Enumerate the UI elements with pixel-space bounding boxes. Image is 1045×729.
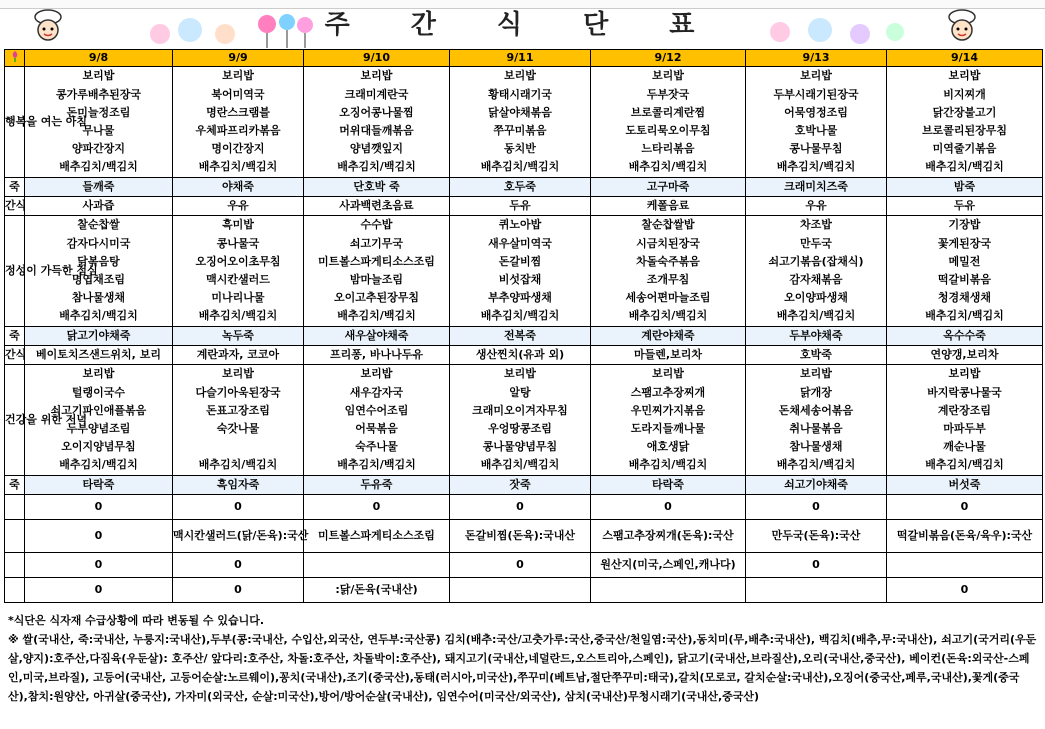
origin-cell: 0: [173, 553, 304, 578]
menu-cell: [450, 365, 591, 476]
afternoon-snack-row: [5, 346, 1043, 365]
menu-cell: 연양갱,보리차: [887, 346, 1043, 365]
origin-row: [5, 553, 1043, 578]
origin-cell: [304, 553, 450, 578]
day-header: 9/13: [746, 50, 887, 67]
menu-item: 크래미계란국: [344, 87, 409, 101]
origin-cell: 0: [746, 553, 887, 578]
menu-cell: 야채죽: [173, 178, 304, 197]
menu-item: 보리밥: [800, 69, 832, 83]
menu-item: 콩나물무침: [789, 142, 843, 156]
menu-item: 우민찌가지볶음: [630, 403, 706, 417]
origin-cell: 스팸고추장찌개(돈육):국산: [591, 520, 746, 553]
menu-cell: [591, 216, 746, 327]
menu-cell: 사과즙: [25, 197, 173, 216]
menu-item: 콩나물국: [216, 236, 260, 250]
menu-item: 미역줄기볶음: [932, 142, 997, 156]
menu-cell: 생산찐치(유과 외): [450, 346, 591, 365]
origin-cell: 0: [887, 578, 1043, 603]
menu-item: 배추김치/백김치: [337, 458, 416, 472]
menu-cell: [450, 216, 591, 327]
menu-item: 차돌숙주볶음: [636, 254, 700, 268]
origin-cell: 0: [25, 520, 173, 553]
menu-cell: [746, 67, 887, 178]
menu-item: 차조밥: [800, 218, 832, 232]
menu-cell: [450, 67, 591, 178]
menu-item: 보리밥: [504, 69, 536, 83]
menu-item: 명엽채조림: [71, 273, 126, 286]
menu-cell: 두부야채죽: [746, 327, 887, 346]
menu-item: 양념깻잎지: [349, 142, 404, 156]
menu-cell: [304, 216, 450, 327]
menu-item: 새우살미역국: [488, 236, 552, 250]
menu-cell: 우유: [746, 197, 887, 216]
menu-item: 깨순나물: [943, 440, 986, 454]
breakfast-row: [5, 67, 1043, 178]
menu-item: 돈표고장조림: [206, 403, 270, 417]
menu-cell: 버섯죽: [887, 476, 1043, 495]
menu-item: 시금치된장국: [636, 236, 700, 250]
menu-item: 미트볼스파게티소스조림: [318, 254, 435, 268]
menu-item: 배추김치/백김치: [480, 458, 560, 472]
menu-item: 배추김치/백김치: [198, 309, 278, 323]
day-header: 9/10: [304, 50, 450, 67]
menu-item: 동치반: [504, 142, 536, 156]
menu-item: 배추김치/백김치: [628, 309, 708, 323]
menu-item: 배추김치/백김치: [59, 160, 138, 174]
origin-cell: 만두국(돈육):국산: [746, 520, 887, 553]
menu-cell: 크래미치즈죽: [746, 178, 887, 197]
origin-cell: 0: [173, 495, 304, 520]
menu-item: 보리밥: [82, 367, 115, 381]
origin-row-label: [5, 520, 25, 553]
menu-item: 보리밥: [360, 69, 393, 83]
menu-item: 찰순찹쌀: [77, 218, 120, 232]
title-band: [0, 0, 1045, 50]
menu-item: 숙갓나물: [216, 422, 260, 435]
menu-cell: 쇠고기야채죽: [746, 476, 887, 495]
origin-cell: 원산지(미국,스페인,캐나다): [591, 553, 746, 578]
menu-cell: 마들렌,보리차: [591, 346, 746, 365]
origin-row: [5, 495, 1043, 520]
menu-item: 배추김치/백김치: [59, 309, 138, 323]
origin-cell: 미트볼스파게티소스조림: [304, 520, 450, 553]
origin-cell: :닭/돈육(국내산): [304, 578, 450, 603]
menu-item: 비지찌개: [943, 87, 986, 101]
menu-item: 도토리묵오이무침: [625, 124, 711, 137]
lunch-porridge-row: [5, 327, 1043, 346]
origin-cell: 0: [887, 495, 1043, 520]
origin-cell: [746, 578, 887, 603]
origin-cell: 0: [450, 553, 591, 578]
origin-cell: 0: [746, 495, 887, 520]
origin-row-label: [5, 553, 25, 578]
menu-cell: 타락죽: [591, 476, 746, 495]
menu-item: 배추김치/백김치: [337, 309, 416, 323]
day-header: 9/8: [25, 50, 173, 67]
menu-item: 우엉땅콩조림: [488, 422, 552, 435]
origin-cell: 0: [25, 553, 173, 578]
menu-item: 감자채볶음: [789, 273, 843, 286]
origin-cell: 돈갈비찜(돈육):국내산: [450, 520, 591, 553]
menu-cell: 계란야채죽: [591, 327, 746, 346]
menu-cell: [887, 216, 1043, 327]
menu-item: 배추김치/백김치: [925, 309, 1004, 323]
origin-cell: 0: [173, 578, 304, 603]
menu-item: 배추김치/백김치: [337, 160, 416, 174]
origin-row-label: [5, 578, 25, 603]
menu-item: 조개무침: [646, 273, 690, 286]
menu-cell: 우유: [173, 197, 304, 216]
menu-cell: 닭고기야채죽: [25, 327, 173, 346]
menu-cell: 두유: [450, 197, 591, 216]
menu-item: 보리밥: [948, 69, 981, 83]
breakfast-row-label: 행복을 여는 아침: [5, 67, 25, 178]
menu-item: 브로콜리계란찜: [630, 105, 706, 119]
origin-row: [5, 520, 1043, 553]
origin-cell: [887, 553, 1043, 578]
menu-item: 배추김치/백김치: [628, 160, 708, 174]
afternoon-snack-row-label: 간식: [5, 346, 25, 365]
menu-item: 임연수어조림: [344, 403, 409, 417]
menu-item: 배추김치/백김치: [776, 160, 856, 174]
menu-cell: 옥수수죽: [887, 327, 1043, 346]
dinner-row-label: 건강을 위한 저녁: [5, 365, 25, 476]
menu-item: 닭간장불고기: [932, 105, 997, 119]
menu-cell: 호두죽: [450, 178, 591, 197]
morning-snack-row-label: 간식: [5, 197, 25, 216]
menu-cell: 베이토치즈샌드위치, 보리: [25, 346, 173, 365]
menu-item: 취나물볶음: [789, 422, 843, 435]
menu-cell: 호박죽: [746, 346, 887, 365]
origin-cell: [450, 578, 591, 603]
menu-item: 애호생닭: [646, 440, 690, 454]
menu-item: 오이지양념무침: [61, 440, 136, 454]
menu-item: 수수밥: [360, 218, 393, 232]
menu-cell: [173, 365, 304, 476]
menu-item: 두부시래기된장국: [773, 87, 859, 101]
menu-cell: [173, 67, 304, 178]
menu-cell: [173, 216, 304, 327]
day-header: 9/12: [591, 50, 746, 67]
menu-item: 황태시래기국: [488, 87, 552, 101]
menu-item: 퀴노아밥: [498, 218, 542, 232]
notice-text: *식단은 식자재 수급상황에 따라 변동될 수 있습니다.: [8, 614, 265, 627]
menu-item: 오징어오이초무침: [195, 254, 281, 268]
menu-item: 브로콜리된장무침: [921, 124, 1007, 137]
origin-cell: 0: [450, 495, 591, 520]
menu-item: 메밀전: [948, 254, 981, 268]
menu-item: 오징어콩나물찜: [339, 105, 414, 119]
menu-item: 스팸고추장찌개: [630, 385, 706, 399]
menu-cell: 잣죽: [450, 476, 591, 495]
lunch-row-label: 정성이 가득한 점심: [5, 216, 25, 327]
menu-cell: 단호박 죽: [304, 178, 450, 197]
menu-cell: 밤죽: [887, 178, 1043, 197]
menu-item: [173, 438, 303, 456]
breakfast-porridge-row: [5, 178, 1043, 197]
menu-item: 다슬기아욱된장국: [195, 385, 281, 399]
menu-item: 배추김치/백김치: [198, 458, 278, 472]
menu-item: 오이양파생채: [784, 291, 848, 305]
menu-cell: 케폴음료: [591, 197, 746, 216]
menu-item: 두부양념조림: [66, 422, 131, 435]
menu-item: 명이간장지: [211, 142, 265, 156]
menu-item: 마파두부: [943, 422, 986, 435]
menu-item: 보리밥: [504, 367, 536, 381]
menu-item: 돈채세송어볶음: [778, 403, 854, 417]
menu-cell: [591, 67, 746, 178]
menu-item: 배추김치/백김치: [198, 160, 278, 174]
menu-cell: [746, 216, 887, 327]
menu-cell: 타락죽: [25, 476, 173, 495]
menu-item: 보리밥: [800, 367, 832, 381]
menu-item: 콩가루배추된장국: [55, 87, 141, 101]
menu-cell: 흑임자죽: [173, 476, 304, 495]
menu-item: 쭈꾸미볶음: [493, 124, 547, 137]
origin-note: ※ 쌀(국내산, 죽:국내산, 누룽지:국내산),두부(콩:국내산, 수입산,외국산, 연두부:국산콩) 김치(배추:국산/고춧가루:국산,중국산/천일염:국산),동치미(무,배추:국내산), 백김치(배추,무:국내산), 쇠고기(국거리(우둔살,양지):호주산,다짐육(우둔살): 호주산/ 앞다리:호주산, 차돌:호주산, 차돌박이:호주산), 돼지고기(국내산,네덜란드,오스트리아,스페인), 닭고기(국내산,브라질산),오리(국내산,중국산), 베이컨(돈육:외국산-스페인,미국,브라질), 고등어(국내산, 고등어순살:노르웨이),꽁치(국내산),조기(중국산),동태(러시아,미국산),쭈꾸미(베트남,절단쭈꾸미:태국),갈치(모로코, 갈치순살:국내산),오징어(중국산,페루,국내산),꽃게(중국산),참치:원양산, 아귀살(중국산), 가자미(외국산, 순살:미국산),방어/방어순살(국내산), 임연수어(미국산/외국산), 삼치(국내산)무청시래기(국내산,중국산): [8, 633, 1037, 703]
menu-item: 만두국: [800, 236, 832, 250]
morning-snack-row: [5, 197, 1043, 216]
dinner-porridge-row: [5, 476, 1043, 495]
menu-item: 찰순찹쌀밥: [641, 218, 695, 232]
menu-cell: [746, 365, 887, 476]
origin-cell: 맥시칸샐러드(닭/돈육):국산: [173, 520, 304, 553]
menu-item: 쇠고기무국: [349, 236, 404, 250]
menu-cell: 고구마죽: [591, 178, 746, 197]
menu-item: 보리밥: [652, 69, 684, 83]
menu-item: 맥시칸샐러드: [206, 273, 270, 286]
menu-item: 미나리나물: [211, 291, 265, 305]
menu-item: 흑미밥: [222, 218, 254, 232]
menu-item: 우체파프리카볶음: [195, 124, 281, 137]
dinner-porridge-row-label: 죽: [5, 476, 25, 495]
menu-item: 보리밥: [652, 367, 684, 381]
lunch-porridge-row-label: 죽: [5, 327, 25, 346]
menu-item: 꽃게된장국: [937, 236, 992, 250]
menu-item: 쇠고기파인애플볶음: [50, 403, 147, 417]
menu-cell: 녹두죽: [173, 327, 304, 346]
menu-cell: 두유죽: [304, 476, 450, 495]
menu-item: 청경채생채: [937, 291, 992, 305]
menu-item: 머위대들깨볶음: [339, 124, 414, 137]
day-header: 9/14: [887, 50, 1043, 67]
origin-cell: 떡갈비볶음(돈육/육우):국산: [887, 520, 1043, 553]
menu-item: 호박나물: [794, 124, 838, 137]
menu-item: 배추김치/백김치: [480, 160, 560, 174]
origin-cell: 0: [25, 495, 173, 520]
menu-item: 세송어편마늘조림: [625, 291, 711, 305]
menu-item: 쇠고기볶음(잡채식): [768, 254, 864, 268]
menu-cell: 새우살야채죽: [304, 327, 450, 346]
menu-cell: 계란과자, 코코아: [173, 346, 304, 365]
day-header: 9/9: [173, 50, 304, 67]
weekly-menu-table: [4, 49, 1043, 603]
lunch-row: [5, 216, 1043, 327]
origin-row: [5, 578, 1043, 603]
menu-cell: [591, 365, 746, 476]
menu-item: 양파간장지: [71, 142, 126, 156]
day-header: 9/11: [450, 50, 591, 67]
menu-cell: 사과백련초음료: [304, 197, 450, 216]
menu-item: 북어미역국: [211, 87, 265, 101]
origin-row-label: [5, 495, 25, 520]
menu-item: 배추김치/백김치: [480, 309, 560, 323]
menu-item: 배추김치/백김치: [628, 458, 708, 472]
menu-item: 보리밥: [222, 69, 254, 83]
menu-item: 명란스크램블: [206, 105, 270, 119]
page-title: 주 간 식 단 표: [324, 10, 721, 40]
breakfast-porridge-row-label: 죽: [5, 178, 25, 197]
menu-item: 닭살야채볶음: [488, 105, 552, 119]
menu-item: 두부잣국: [646, 87, 690, 101]
menu-item: 어묵영정조림: [784, 105, 848, 119]
menu-item: 비섯잡채: [498, 273, 542, 286]
menu-item: 보리밥: [82, 69, 115, 83]
menu-item: 부추양파생채: [488, 291, 552, 305]
menu-item: 보리밥: [222, 367, 254, 381]
menu-item: 계란장조림: [937, 403, 992, 417]
menu-item: 밤마늘조림: [349, 273, 404, 286]
menu-item: 닭볶음탕: [77, 254, 120, 268]
menu-item: 돈갈비찜: [498, 254, 542, 268]
menu-item: 배추김치/백김치: [59, 458, 138, 472]
menu-item: 닭개장: [800, 385, 832, 399]
menu-item: 배추김치/백김치: [925, 160, 1004, 174]
menu-item: 참나물생채: [71, 291, 126, 305]
menu-item: 도라지들깨나물: [630, 422, 706, 435]
menu-item: 털랭이국수: [71, 385, 126, 399]
origin-cell: 0: [591, 495, 746, 520]
origin-cell: [591, 578, 746, 603]
menu-cell: 프리퐁, 바나나두유: [304, 346, 450, 365]
origin-cell: 0: [304, 495, 450, 520]
menu-item: 보리밥: [948, 367, 981, 381]
menu-item: 감자다시미국: [66, 236, 131, 250]
tulip-icon: [5, 50, 25, 67]
menu-item: 느타리볶음: [641, 142, 695, 156]
menu-item: 콩나물양념무침: [482, 440, 558, 454]
menu-cell: [887, 365, 1043, 476]
menu-cell: [887, 67, 1043, 178]
menu-item: 떡갈비볶음: [937, 273, 992, 286]
menu-cell: [304, 67, 450, 178]
menu-item: 기장밥: [948, 218, 981, 232]
menu-cell: [304, 365, 450, 476]
menu-item: 배추김치/백김치: [776, 458, 856, 472]
menu-cell: 들깨죽: [25, 178, 173, 197]
menu-item: 크래미오이겨자무침: [472, 403, 568, 417]
origin-cell: 0: [25, 578, 173, 603]
menu-item: 숙주나물: [355, 440, 398, 454]
menu-item: 바지락콩나물국: [927, 385, 1002, 399]
menu-item: 새우감자국: [349, 385, 404, 399]
menu-item: 오이고추된장무침: [333, 291, 419, 305]
menu-cell: 두유: [887, 197, 1043, 216]
header-row: [5, 50, 1043, 67]
menu-item: 돈미늘정조림: [66, 105, 131, 119]
menu-item: 어묵볶음: [355, 422, 398, 435]
menu-item: 알탕: [509, 385, 531, 399]
menu-item: 배추김치/백김치: [925, 458, 1004, 472]
dinner-row: [5, 365, 1043, 476]
menu-item: 참나물생채: [789, 440, 843, 454]
menu-cell: 전복죽: [450, 327, 591, 346]
menu-item: 무나물: [82, 124, 115, 137]
menu-item: 배추김치/백김치: [776, 309, 856, 323]
menu-item: 보리밥: [360, 367, 393, 381]
